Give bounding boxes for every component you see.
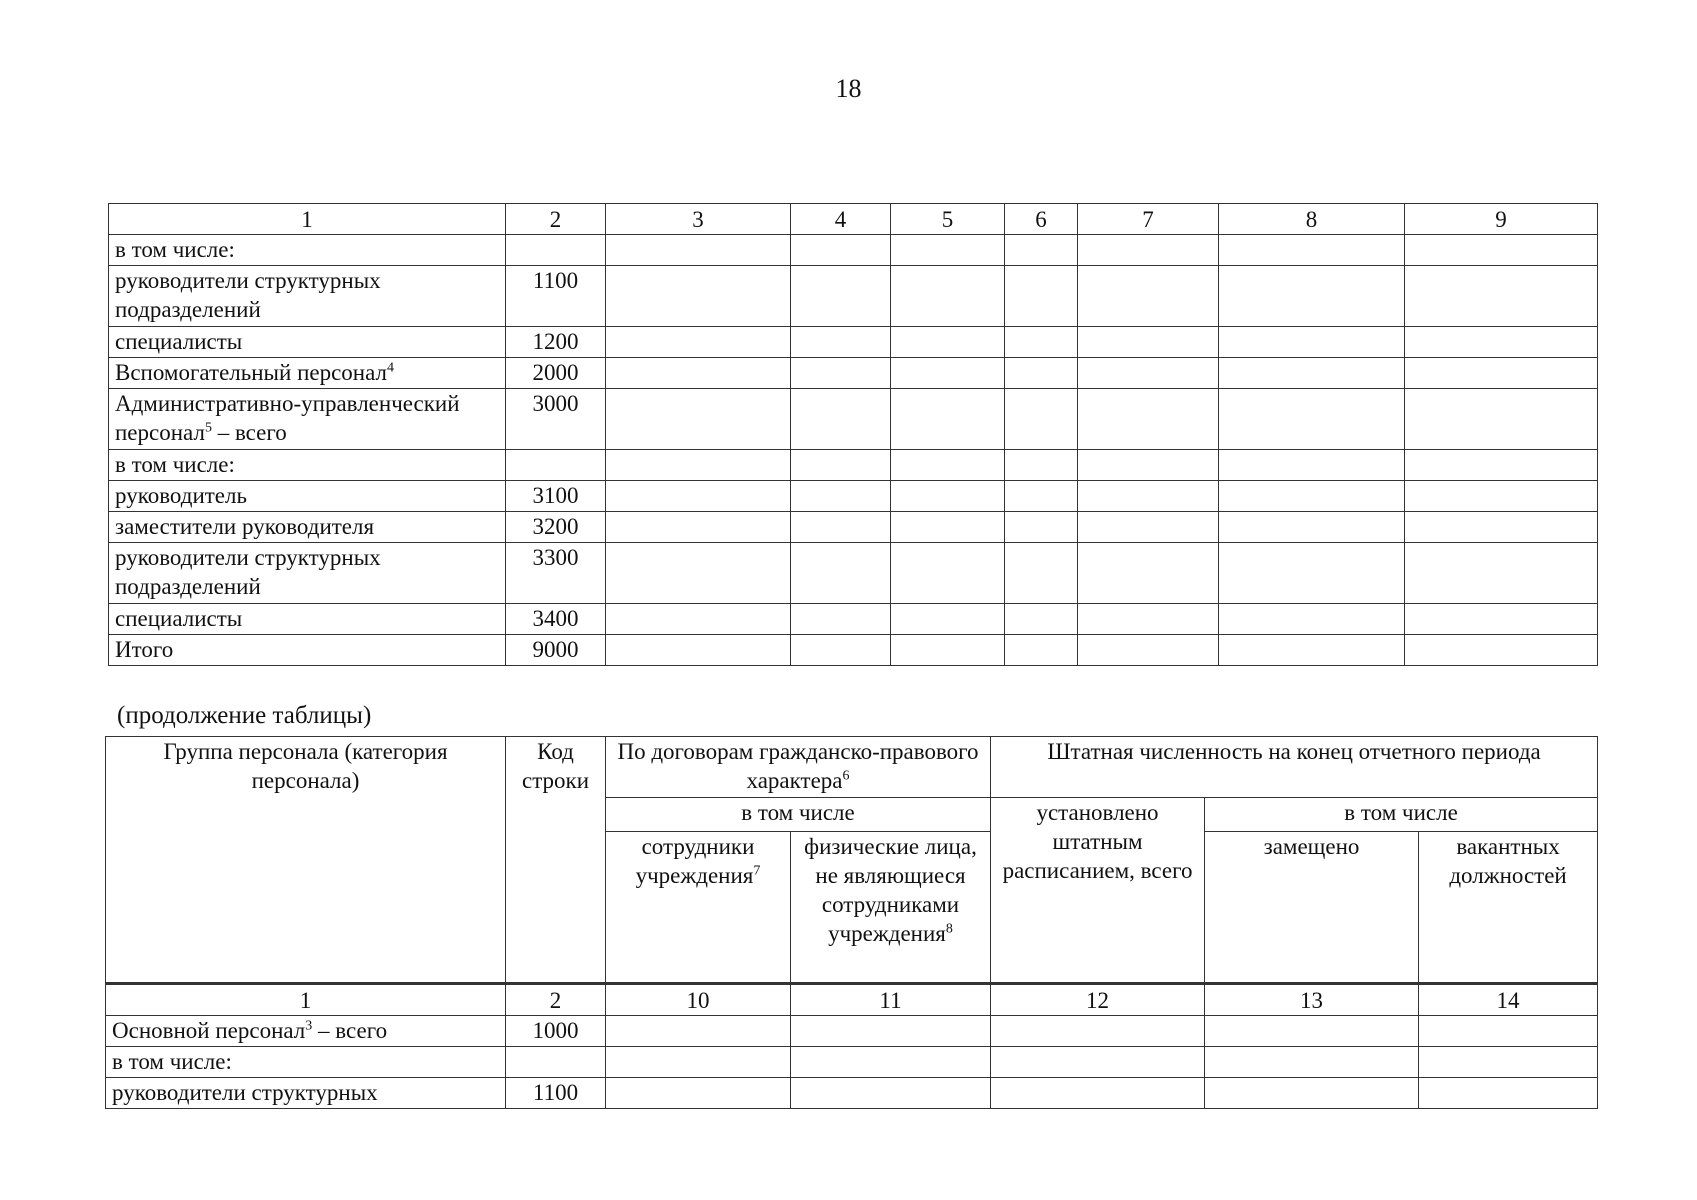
data-cell xyxy=(1005,358,1078,389)
row-label: руководители структурных подразделений xyxy=(109,543,506,604)
data-cell xyxy=(891,604,1005,635)
row-code: 3000 xyxy=(506,389,606,450)
row-code xyxy=(506,450,606,481)
table-continuation-caption: (продолжение таблицы) xyxy=(117,702,372,729)
data-cell xyxy=(1219,543,1405,604)
data-cell xyxy=(1419,1047,1598,1078)
data-cell xyxy=(606,235,791,266)
data-cell xyxy=(1205,1047,1419,1078)
data-cell xyxy=(1005,389,1078,450)
data-cell xyxy=(1078,235,1219,266)
staff-table-part1 xyxy=(108,203,1598,666)
data-cell xyxy=(1405,450,1598,481)
header-staff: Штатная численность на конец отчетного периода xyxy=(991,737,1598,798)
header-civil-contracts: По договорам гражданско-правового характера$^6$ xyxy=(606,737,991,798)
data-cell xyxy=(1419,1078,1598,1109)
header-filled: замещено xyxy=(1205,832,1419,984)
col-number: 12 xyxy=(991,984,1205,1016)
data-cell xyxy=(891,450,1005,481)
data-cell xyxy=(606,1016,791,1047)
data-cell xyxy=(606,327,791,358)
column-number-row xyxy=(109,204,1598,235)
col-number: 10 xyxy=(606,984,791,1016)
col-number: 13 xyxy=(1205,984,1419,1016)
data-cell xyxy=(1405,266,1598,327)
data-cell xyxy=(606,512,791,543)
data-cell xyxy=(891,543,1005,604)
data-cell xyxy=(891,327,1005,358)
data-cell xyxy=(791,1047,991,1078)
data-cell xyxy=(791,512,891,543)
data-cell xyxy=(1405,389,1598,450)
column-number-row xyxy=(106,984,1598,1016)
header-vacant: вакантных должностей xyxy=(1419,832,1598,984)
data-cell xyxy=(891,235,1005,266)
col-number: 1 xyxy=(109,204,506,235)
col-number: 7 xyxy=(1078,204,1219,235)
row-code: 3200 xyxy=(506,512,606,543)
col-number: 3 xyxy=(606,204,791,235)
data-cell xyxy=(1405,604,1598,635)
data-cell xyxy=(1405,543,1598,604)
data-cell xyxy=(1219,604,1405,635)
data-cell xyxy=(1405,481,1598,512)
data-cell xyxy=(791,604,891,635)
row-code: 9000 xyxy=(506,635,606,666)
data-cell xyxy=(1405,327,1598,358)
data-cell xyxy=(1078,266,1219,327)
data-cell xyxy=(606,1078,791,1109)
data-cell xyxy=(1005,235,1078,266)
data-cell xyxy=(1005,266,1078,327)
data-cell xyxy=(891,358,1005,389)
data-cell xyxy=(991,1078,1205,1109)
row-label: специалисты xyxy=(109,327,506,358)
data-cell xyxy=(1219,635,1405,666)
table-row xyxy=(106,1078,1598,1109)
data-cell xyxy=(791,235,891,266)
data-cell xyxy=(791,358,891,389)
header-non-employees: физические лица, не являющиеся сотрудниками учреждения$^8$ xyxy=(791,832,991,984)
row-code xyxy=(506,1047,606,1078)
row-code: 1100 xyxy=(506,266,606,327)
data-cell xyxy=(1205,1016,1419,1047)
row-label: специалисты xyxy=(109,604,506,635)
data-cell xyxy=(1005,512,1078,543)
row-label: заместители руководителя xyxy=(109,512,506,543)
table-row xyxy=(106,1016,1598,1047)
data-cell xyxy=(606,604,791,635)
row-label: Вспомогательный персонал$^4$ xyxy=(109,358,506,389)
data-cell xyxy=(606,450,791,481)
col-number: 2 xyxy=(506,204,606,235)
row-label: руководитель xyxy=(109,481,506,512)
staff-table-part2 xyxy=(105,736,1598,1109)
data-cell xyxy=(891,266,1005,327)
data-cell xyxy=(606,358,791,389)
data-cell xyxy=(1219,481,1405,512)
table-row xyxy=(109,635,1598,666)
table-row xyxy=(109,481,1598,512)
data-cell xyxy=(1419,1016,1598,1047)
col-number: 1 xyxy=(106,984,506,1016)
data-cell xyxy=(1005,481,1078,512)
data-cell xyxy=(791,450,891,481)
data-cell xyxy=(1005,604,1078,635)
page-number: 18 xyxy=(835,74,862,103)
data-cell xyxy=(791,481,891,512)
row-label: руководители структурных xyxy=(106,1078,506,1109)
data-cell xyxy=(1405,512,1598,543)
data-cell xyxy=(1219,358,1405,389)
data-cell xyxy=(1405,358,1598,389)
data-cell xyxy=(606,1047,791,1078)
row-code: 1100 xyxy=(506,1078,606,1109)
row-code: 1200 xyxy=(506,327,606,358)
row-code xyxy=(506,235,606,266)
data-cell xyxy=(1219,389,1405,450)
data-cell xyxy=(1078,481,1219,512)
data-cell xyxy=(891,389,1005,450)
data-cell xyxy=(791,1078,991,1109)
col-number: 6 xyxy=(1005,204,1078,235)
table-row xyxy=(109,327,1598,358)
table-row xyxy=(109,450,1598,481)
data-cell xyxy=(1219,266,1405,327)
data-cell xyxy=(1078,327,1219,358)
table-row xyxy=(109,512,1598,543)
data-cell xyxy=(606,481,791,512)
row-code: 1000 xyxy=(506,1016,606,1047)
data-cell xyxy=(1078,635,1219,666)
table-row xyxy=(109,389,1598,450)
row-label: в том числе: xyxy=(109,450,506,481)
header-employees: сотрудники учреждения$^7$ xyxy=(606,832,791,984)
data-cell xyxy=(1405,635,1598,666)
data-cell xyxy=(891,512,1005,543)
header-code: Код строки xyxy=(506,737,606,984)
col-number: 5 xyxy=(891,204,1005,235)
col-number: 9 xyxy=(1405,204,1598,235)
data-cell xyxy=(791,327,891,358)
data-cell xyxy=(1219,327,1405,358)
header-civil-including: в том числе xyxy=(606,798,991,832)
data-cell xyxy=(1005,635,1078,666)
col-number: 2 xyxy=(506,984,606,1016)
data-cell xyxy=(791,389,891,450)
table-row xyxy=(109,235,1598,266)
data-cell xyxy=(991,1047,1205,1078)
col-number: 11 xyxy=(791,984,991,1016)
row-label: Основной персонал$^3$ – всего xyxy=(106,1016,506,1047)
row-label: руководители структурных подразделений xyxy=(109,266,506,327)
data-cell xyxy=(1405,235,1598,266)
row-code: 2000 xyxy=(506,358,606,389)
row-label: в том числе: xyxy=(109,235,506,266)
data-cell xyxy=(606,266,791,327)
data-cell xyxy=(1005,543,1078,604)
col-number: 4 xyxy=(791,204,891,235)
data-cell xyxy=(606,635,791,666)
header-row xyxy=(106,737,1598,798)
data-cell xyxy=(1219,450,1405,481)
data-cell xyxy=(1078,512,1219,543)
data-cell xyxy=(1078,389,1219,450)
data-cell xyxy=(791,635,891,666)
data-cell xyxy=(606,543,791,604)
col-number: 14 xyxy=(1419,984,1598,1016)
row-label: в том числе: xyxy=(106,1047,506,1078)
row-label: Административно-управленческий персонал$^5$ – всего xyxy=(109,389,506,450)
data-cell xyxy=(1078,450,1219,481)
data-cell xyxy=(791,1016,991,1047)
header-staff-including: в том числе xyxy=(1205,798,1598,832)
header-established: установлено штатным расписанием, всего xyxy=(991,798,1205,984)
data-cell xyxy=(606,389,791,450)
data-cell xyxy=(791,543,891,604)
data-cell xyxy=(1219,512,1405,543)
data-cell xyxy=(1205,1078,1419,1109)
data-cell xyxy=(891,481,1005,512)
table-row xyxy=(109,266,1598,327)
row-code: 3300 xyxy=(506,543,606,604)
row-code: 3400 xyxy=(506,604,606,635)
row-label: Итого xyxy=(109,635,506,666)
header-group: Группа персонала (категория персонала) xyxy=(106,737,506,984)
table-row xyxy=(109,358,1598,389)
data-cell xyxy=(1005,327,1078,358)
data-cell xyxy=(991,1016,1205,1047)
table-row xyxy=(109,604,1598,635)
data-cell xyxy=(791,266,891,327)
data-cell xyxy=(1219,235,1405,266)
data-cell xyxy=(1005,450,1078,481)
data-cell xyxy=(1078,358,1219,389)
data-cell xyxy=(1078,604,1219,635)
table-row xyxy=(106,1047,1598,1078)
data-cell xyxy=(1078,543,1219,604)
data-cell xyxy=(891,635,1005,666)
col-number: 8 xyxy=(1219,204,1405,235)
table-row xyxy=(109,543,1598,604)
row-code: 3100 xyxy=(506,481,606,512)
